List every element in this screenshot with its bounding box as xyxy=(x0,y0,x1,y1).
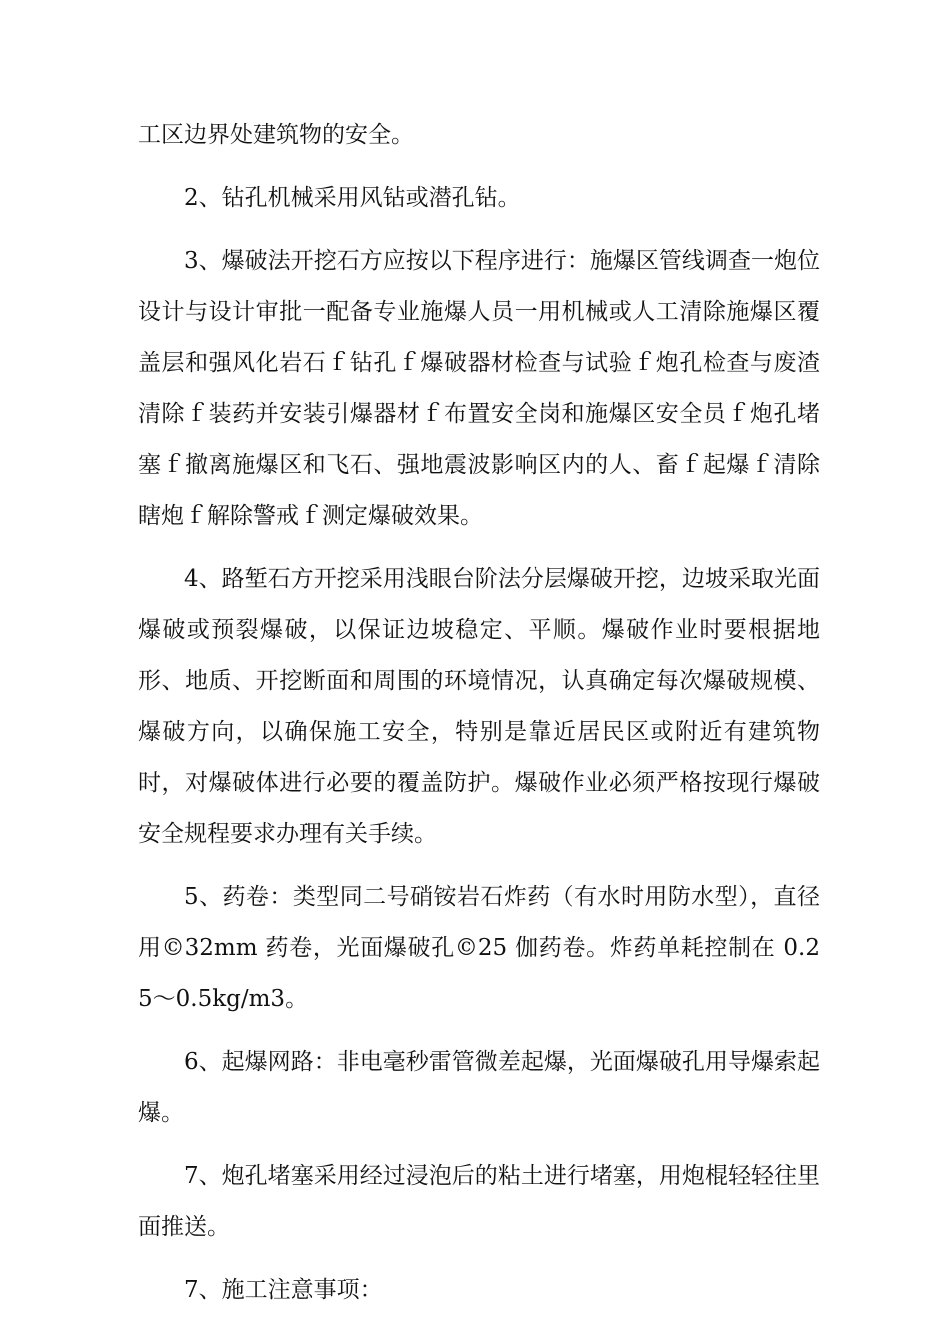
paragraph-continuation: 工区边界处建筑物的安全。 xyxy=(138,122,414,148)
paragraph-explosive-cartridge: 5、药卷：类型同二号硝铵岩石炸药（有水时用防水型），直径用©32mm 药卷，光面爆破孔©25 伽药卷。炸药单耗控制在 0.25〜0.5kg/m3。 xyxy=(138,884,820,1012)
paragraph-hole-stemming: 7、炮孔堵塞采用经过浸泡后的粘土进行堵塞，用炮棍轻轻往里面推送。 xyxy=(138,1163,820,1240)
document-body xyxy=(138,110,820,1316)
paragraph-blasting-procedure: 3、爆破法开挖石方应按以下程序进行：施爆区管线调查一炮位设计与设计审批一配备专业施爆人员一用机械或人工清除施爆区覆盖层和强风化岩石ｆ钻孔ｆ爆破器材检查与试验ｆ炮孔检查与废渣清除ｆ装药并安装引爆器材ｆ布置安全岗和施爆区安全员ｆ炮孔堵塞ｆ撤离施爆区和飞石、强地震波影响区内的人、畜ｆ起爆ｆ清除瞎炮ｆ解除警戒ｆ测定爆破效果。 xyxy=(138,248,820,529)
paragraph-drilling-machinery: 2、钻孔机械采用风钻或潜孔钻。 xyxy=(184,185,521,211)
paragraph-cutting-excavation: 4、路堑石方开挖采用浅眼台阶法分层爆破开挖，边坡采取光面爆破或预裂爆破，以保证边坡稳定、平顺。爆破作业时要根据地形、地质、开挖断面和周围的环境情况，认真确定每次爆破规模、爆破方向，以确保施工安全，特别是靠近居民区或附近有建筑物时，对爆破体进行必要的覆盖防护。爆破作业必须严格按现行爆破安全规程要求办理有关手续。 xyxy=(138,566,820,847)
paragraph-precautions-heading: 7、施工注意事项： xyxy=(184,1277,383,1303)
paragraph-detonation-network: 6、起爆网路：非电毫秒雷管微差起爆，光面爆破孔用导爆索起爆。 xyxy=(138,1049,820,1126)
